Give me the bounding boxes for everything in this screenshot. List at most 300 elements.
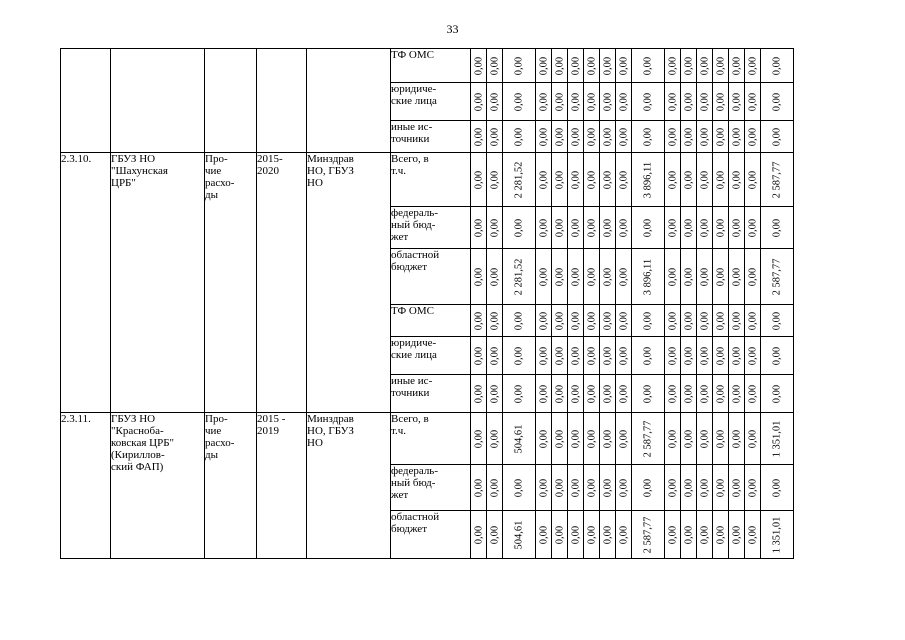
value-cell [503, 83, 536, 121]
text-line: 2019 [257, 425, 279, 437]
value-cell [632, 511, 665, 559]
value-text: 0,00 [731, 170, 742, 189]
value-text: 0,00 [570, 92, 581, 111]
value-text: 0,00 [513, 92, 525, 111]
value-cell [616, 375, 632, 413]
value-text: 0,00 [699, 429, 710, 448]
value-cell [487, 375, 503, 413]
value-cell [536, 465, 552, 511]
text-line: ские лица [391, 95, 437, 107]
value-text: 0,00 [642, 346, 654, 365]
value-text: 0,00 [699, 92, 710, 111]
value-text: 0,00 [473, 311, 484, 330]
value-text: 0,00 [489, 525, 500, 544]
value-text: 0,00 [642, 218, 654, 237]
value-text: 0,00 [538, 56, 549, 75]
page-number: 33 [446, 22, 459, 36]
text-line: ды [205, 189, 218, 201]
value-text: 0,00 [473, 218, 484, 237]
text-line: ды [205, 449, 218, 461]
value-text: 0,00 [771, 56, 783, 75]
value-text: 0,00 [538, 384, 549, 403]
text-line: ГБУЗ НО [111, 153, 156, 165]
value-cell [552, 49, 568, 83]
value-cell [471, 375, 487, 413]
value-cell [745, 375, 761, 413]
value-text: 0,00 [731, 478, 742, 497]
value-text: 0,00 [538, 170, 549, 189]
value-cell [503, 413, 536, 465]
value-cell [729, 83, 745, 121]
value-cell [697, 413, 713, 465]
value-cell [761, 83, 794, 121]
value-cell [568, 337, 584, 375]
value-cell [745, 153, 761, 207]
value-cell [729, 337, 745, 375]
value-text: 0,00 [570, 127, 581, 146]
value-text: 0,00 [667, 267, 678, 286]
value-text: 0,00 [602, 346, 613, 365]
value-text: 0,00 [473, 478, 484, 497]
value-text: 0,00 [715, 311, 726, 330]
value-text: 0,00 [771, 92, 783, 111]
value-text: 0,00 [602, 56, 613, 75]
text-line: ковская ЦРБ" [111, 437, 175, 449]
value-cell [761, 49, 794, 83]
value-cell [503, 511, 536, 559]
value-cell [745, 49, 761, 83]
value-text: 0,00 [618, 56, 629, 75]
text-line: ный бюд- [391, 219, 436, 231]
value-cell [487, 83, 503, 121]
funding-source [391, 375, 471, 413]
text-line: ские лица [391, 349, 437, 361]
value-cell [632, 121, 665, 153]
value-cell [568, 413, 584, 465]
value-cell [713, 511, 729, 559]
value-text: 0,00 [699, 56, 710, 75]
value-cell [697, 375, 713, 413]
expense-type [205, 49, 257, 153]
value-cell [681, 153, 697, 207]
value-text: 0,00 [570, 267, 581, 286]
value-cell [584, 207, 600, 249]
value-cell [584, 413, 600, 465]
value-cell [616, 49, 632, 83]
value-text: 0,00 [747, 267, 758, 286]
value-cell [697, 465, 713, 511]
value-cell [616, 121, 632, 153]
value-cell [632, 153, 665, 207]
value-text: 0,00 [699, 170, 710, 189]
text-line: (Кириллов- [111, 449, 165, 461]
value-text: 0,00 [683, 267, 694, 286]
value-cell [600, 153, 616, 207]
value-text: 0,00 [586, 92, 597, 111]
value-cell [568, 83, 584, 121]
value-cell [471, 153, 487, 207]
value-text: 0,00 [667, 311, 678, 330]
value-cell [584, 249, 600, 305]
text-line: т.ч. [391, 425, 407, 437]
value-text: 0,00 [747, 525, 758, 544]
value-cell [761, 249, 794, 305]
value-cell [697, 305, 713, 337]
value-text: 0,00 [570, 525, 581, 544]
value-text: 3 896,11 [642, 161, 654, 198]
text-line: расхо- [205, 437, 235, 449]
value-text: 0,00 [538, 218, 549, 237]
value-text: 0,00 [683, 56, 694, 75]
text-line: ский ФАП) [111, 461, 164, 473]
value-cell [552, 465, 568, 511]
funding-source [391, 305, 471, 337]
value-text: 0,00 [667, 127, 678, 146]
text-line: бюджет [391, 523, 427, 535]
value-cell [729, 305, 745, 337]
value-text: 2 281,52 [513, 258, 525, 295]
value-cell [632, 207, 665, 249]
value-text: 0,00 [771, 127, 783, 146]
value-cell [552, 121, 568, 153]
text-line: чие [205, 425, 222, 437]
value-text: 0,00 [602, 429, 613, 448]
text-line: жет [391, 489, 409, 501]
value-cell [536, 375, 552, 413]
value-cell [632, 465, 665, 511]
value-cell [681, 305, 697, 337]
value-text: 0,00 [715, 525, 726, 544]
value-text: 0,00 [554, 267, 565, 286]
value-cell [487, 153, 503, 207]
funding-source [391, 337, 471, 375]
funding-source [391, 207, 471, 249]
value-cell [665, 49, 681, 83]
value-text: 0,00 [586, 478, 597, 497]
value-cell [600, 375, 616, 413]
value-text: 0,00 [667, 56, 678, 75]
value-cell [697, 121, 713, 153]
value-cell [536, 511, 552, 559]
value-text: 0,00 [699, 478, 710, 497]
text-line: Про- [205, 413, 228, 425]
value-text: 0,00 [554, 218, 565, 237]
value-text: 0,00 [642, 127, 654, 146]
text-line: юридиче- [391, 83, 437, 95]
text-line: бюджет [391, 261, 427, 273]
value-text: 0,00 [618, 346, 629, 365]
value-cell [503, 207, 536, 249]
value-text: 0,00 [538, 525, 549, 544]
value-cell [632, 375, 665, 413]
funding-source [391, 83, 471, 121]
value-text: 0,00 [513, 478, 525, 497]
value-text: 0,00 [715, 56, 726, 75]
text-line: "Шахунская [111, 165, 168, 177]
value-cell [697, 337, 713, 375]
value-cell [665, 153, 681, 207]
value-cell [616, 511, 632, 559]
value-text: 0,00 [683, 92, 694, 111]
value-cell [536, 121, 552, 153]
text-line: областной [391, 249, 440, 261]
value-cell [681, 207, 697, 249]
text-line: жет [391, 231, 409, 243]
expense-type [205, 413, 257, 559]
value-text: 0,00 [538, 92, 549, 111]
value-cell [745, 511, 761, 559]
value-cell [697, 249, 713, 305]
value-text: 0,00 [489, 346, 500, 365]
value-cell [665, 249, 681, 305]
responsible-party [307, 413, 391, 559]
text-line: ЦРБ" [111, 177, 136, 189]
value-text: 0,00 [731, 346, 742, 365]
text-line: НО [307, 177, 323, 189]
text-line: ГБУЗ НО [111, 413, 156, 425]
value-cell [487, 337, 503, 375]
text-line: иные ис- [391, 121, 433, 133]
value-cell [487, 413, 503, 465]
value-cell [584, 121, 600, 153]
value-text: 0,00 [667, 346, 678, 365]
text-line: областной [391, 511, 440, 523]
value-text: 0,00 [554, 384, 565, 403]
value-text: 0,00 [715, 384, 726, 403]
value-text: 0,00 [489, 311, 500, 330]
period-years [257, 413, 307, 559]
value-text: 0,00 [513, 311, 525, 330]
funding-source [391, 121, 471, 153]
value-text: 0,00 [747, 311, 758, 330]
funding-source [391, 413, 471, 465]
value-cell [471, 465, 487, 511]
value-text: 0,00 [731, 525, 742, 544]
value-cell [665, 465, 681, 511]
value-cell [471, 337, 487, 375]
value-text: 0,00 [667, 429, 678, 448]
value-text: 0,00 [731, 56, 742, 75]
value-cell [729, 511, 745, 559]
value-cell [503, 153, 536, 207]
funding-source [391, 511, 471, 559]
value-text: 0,00 [771, 478, 783, 497]
value-text: 0,00 [570, 429, 581, 448]
value-cell [665, 337, 681, 375]
value-text: 0,00 [618, 311, 629, 330]
value-cell [665, 511, 681, 559]
value-cell [471, 49, 487, 83]
value-cell [600, 249, 616, 305]
value-text: 0,00 [602, 267, 613, 286]
value-cell [568, 375, 584, 413]
period-years [257, 153, 307, 413]
value-text: 0,00 [618, 429, 629, 448]
text-line: НО [307, 437, 323, 449]
value-cell [761, 413, 794, 465]
text-line: иные ис- [391, 375, 433, 387]
value-text: 0,00 [618, 92, 629, 111]
value-text: 0,00 [586, 525, 597, 544]
value-text: 504,61 [513, 520, 525, 549]
value-text: 0,00 [747, 346, 758, 365]
organization-name [111, 49, 205, 153]
value-cell [761, 337, 794, 375]
value-text: 0,00 [683, 346, 694, 365]
value-cell [568, 465, 584, 511]
value-cell [729, 375, 745, 413]
value-text: 0,00 [473, 346, 484, 365]
value-text: 0,00 [513, 384, 525, 403]
value-text: 0,00 [747, 478, 758, 497]
value-text: 0,00 [489, 218, 500, 237]
value-text: 0,00 [473, 525, 484, 544]
value-text: 0,00 [747, 56, 758, 75]
value-cell [681, 511, 697, 559]
value-cell [600, 207, 616, 249]
value-cell [616, 153, 632, 207]
value-cell [600, 83, 616, 121]
value-cell [713, 305, 729, 337]
value-text: 0,00 [473, 384, 484, 403]
value-text: 0,00 [642, 384, 654, 403]
value-cell [536, 413, 552, 465]
value-cell [568, 121, 584, 153]
value-cell [503, 305, 536, 337]
table-row [61, 49, 794, 83]
value-text: 0,00 [489, 429, 500, 448]
value-text: 0,00 [602, 525, 613, 544]
value-cell [600, 511, 616, 559]
value-text: 0,00 [771, 311, 783, 330]
value-text: 0,00 [683, 127, 694, 146]
value-cell [552, 413, 568, 465]
value-text: 0,00 [538, 346, 549, 365]
value-cell [729, 413, 745, 465]
value-cell [745, 249, 761, 305]
value-text: 0,00 [618, 478, 629, 497]
value-cell [697, 153, 713, 207]
text-line: т.ч. [391, 165, 407, 177]
period-years [257, 49, 307, 153]
value-cell [600, 305, 616, 337]
value-text: 0,00 [473, 127, 484, 146]
value-text: 0,00 [618, 267, 629, 286]
value-cell [761, 511, 794, 559]
value-cell [713, 413, 729, 465]
value-text: 0,00 [554, 170, 565, 189]
value-cell [713, 337, 729, 375]
value-text: 0,00 [538, 429, 549, 448]
value-cell [665, 305, 681, 337]
value-cell [713, 465, 729, 511]
value-text: 2 587,77 [642, 516, 654, 553]
table-row [61, 153, 794, 207]
value-cell [616, 249, 632, 305]
expense-type [205, 153, 257, 413]
funding-source [391, 153, 471, 207]
value-text: 0,00 [489, 267, 500, 286]
value-text: 0,00 [473, 429, 484, 448]
value-text: 0,00 [586, 218, 597, 237]
value-cell [568, 249, 584, 305]
value-cell [632, 49, 665, 83]
value-text: 0,00 [538, 267, 549, 286]
value-text: 0,00 [554, 429, 565, 448]
value-text: 0,00 [771, 218, 783, 237]
value-cell [713, 207, 729, 249]
value-text: 0,00 [586, 429, 597, 448]
value-text: 0,00 [715, 92, 726, 111]
value-text: 0,00 [489, 56, 500, 75]
value-cell [600, 465, 616, 511]
value-cell [681, 465, 697, 511]
value-cell [745, 121, 761, 153]
value-text: 0,00 [570, 56, 581, 75]
value-cell [713, 249, 729, 305]
value-text: 0,00 [586, 127, 597, 146]
text-line: чие [205, 165, 222, 177]
text-line: "Красноба- [111, 425, 164, 437]
value-cell [584, 375, 600, 413]
value-text: 2 587,77 [771, 258, 783, 295]
value-text: 0,00 [570, 218, 581, 237]
value-cell [713, 121, 729, 153]
value-text: 0,00 [602, 92, 613, 111]
item-number: 2.3.11. [61, 413, 111, 559]
text-line: ТФ ОМС [391, 49, 434, 61]
value-text: 0,00 [602, 311, 613, 330]
text-line: точники [391, 133, 430, 145]
value-cell [471, 511, 487, 559]
value-text: 0,00 [513, 56, 525, 75]
value-text: 0,00 [554, 346, 565, 365]
value-cell [552, 511, 568, 559]
value-cell [471, 83, 487, 121]
value-cell [697, 49, 713, 83]
value-text: 0,00 [538, 127, 549, 146]
value-cell [536, 249, 552, 305]
text-line: Про- [205, 153, 228, 165]
value-text: 0,00 [618, 384, 629, 403]
value-text: 1 351,01 [771, 420, 783, 457]
value-text: 0,00 [586, 170, 597, 189]
value-text: 0,00 [602, 218, 613, 237]
value-cell [584, 465, 600, 511]
value-cell [713, 153, 729, 207]
value-cell [471, 413, 487, 465]
value-cell [616, 305, 632, 337]
value-text: 3 896,11 [642, 258, 654, 295]
funding-source [391, 465, 471, 511]
value-text: 0,00 [513, 127, 525, 146]
value-cell [745, 83, 761, 121]
value-text: 0,00 [715, 218, 726, 237]
value-cell [729, 121, 745, 153]
text-line: юридиче- [391, 337, 437, 349]
value-text: 0,00 [489, 170, 500, 189]
value-cell [745, 305, 761, 337]
value-text: 0,00 [715, 429, 726, 448]
value-text: 0,00 [747, 218, 758, 237]
value-cell [761, 121, 794, 153]
value-text: 0,00 [642, 56, 654, 75]
value-text: 0,00 [570, 478, 581, 497]
value-cell [503, 49, 536, 83]
value-cell [616, 465, 632, 511]
value-cell [471, 305, 487, 337]
value-cell [536, 337, 552, 375]
